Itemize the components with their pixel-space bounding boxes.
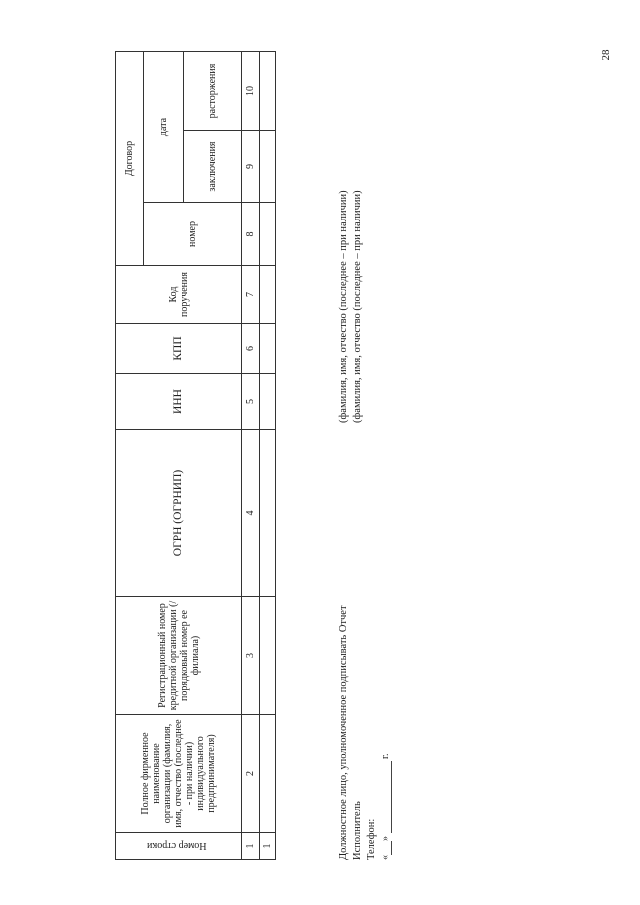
date-close-quote: » <box>380 836 391 841</box>
header-termination: расторжения <box>184 52 242 131</box>
header-row-number-text: Номер строки <box>147 840 207 852</box>
header-row-number <box>116 833 242 860</box>
table-row <box>260 52 276 860</box>
header-contract: Договор <box>116 52 144 266</box>
table-cell <box>260 324 276 374</box>
phone-label: Телефон: <box>366 818 377 860</box>
header-reg-number: Регистрационный номер кредитной организации (/порядковый номер ее филиала) <box>116 597 242 715</box>
table-cell <box>260 715 276 833</box>
executor-name-note: (фамилия, имя, отчество (последнее – при наличии) <box>352 190 363 423</box>
table-cell <box>260 430 276 597</box>
month-year-blank <box>380 762 392 834</box>
year-suffix: г. <box>380 753 391 759</box>
header-number: номер <box>144 203 242 266</box>
date-open-quote: « <box>380 855 391 860</box>
official-label: Должностное лицо, уполномоченное подписывать Отчет <box>338 605 349 860</box>
col-num-2: 2 <box>242 715 260 833</box>
col-num-4: 4 <box>242 430 260 597</box>
executor-label: Исполнитель <box>352 801 363 860</box>
col-num-10: 10 <box>242 52 260 131</box>
column-numbers-row <box>242 52 260 860</box>
date-line <box>380 754 392 860</box>
col-num-3: 3 <box>242 597 260 715</box>
row-number-cell: 1 <box>260 833 276 860</box>
official-name-note: (фамилия, имя, отчество (последнее – при наличии) <box>338 190 349 423</box>
col-num-5: 5 <box>242 374 260 430</box>
report-table <box>115 51 276 860</box>
table-cell <box>260 266 276 324</box>
col-num-1: 1 <box>242 833 260 860</box>
header-ogrn: ОГРН (ОГРНИП) <box>116 430 242 597</box>
header-date: дата <box>144 52 184 203</box>
col-num-8: 8 <box>242 203 260 266</box>
day-blank <box>380 841 392 855</box>
table-cell <box>260 597 276 715</box>
table-cell <box>260 52 276 131</box>
header-full-name: Полное фирменное наименование организации (фамилия, имя, отчество (последнее - при наличии) индивидуального предпринимателя) <box>116 715 242 833</box>
header-conclusion: заключения <box>184 131 242 203</box>
table-cell <box>260 203 276 266</box>
col-num-7: 7 <box>242 266 260 324</box>
header-code: Код поручения <box>116 266 242 324</box>
table-cell <box>260 374 276 430</box>
header-kpp: КПП <box>116 324 242 374</box>
table-cell <box>260 131 276 203</box>
page-number: 28 <box>600 49 612 61</box>
col-num-6: 6 <box>242 324 260 374</box>
col-num-9: 9 <box>242 131 260 203</box>
header-inn: ИНН <box>116 374 242 430</box>
